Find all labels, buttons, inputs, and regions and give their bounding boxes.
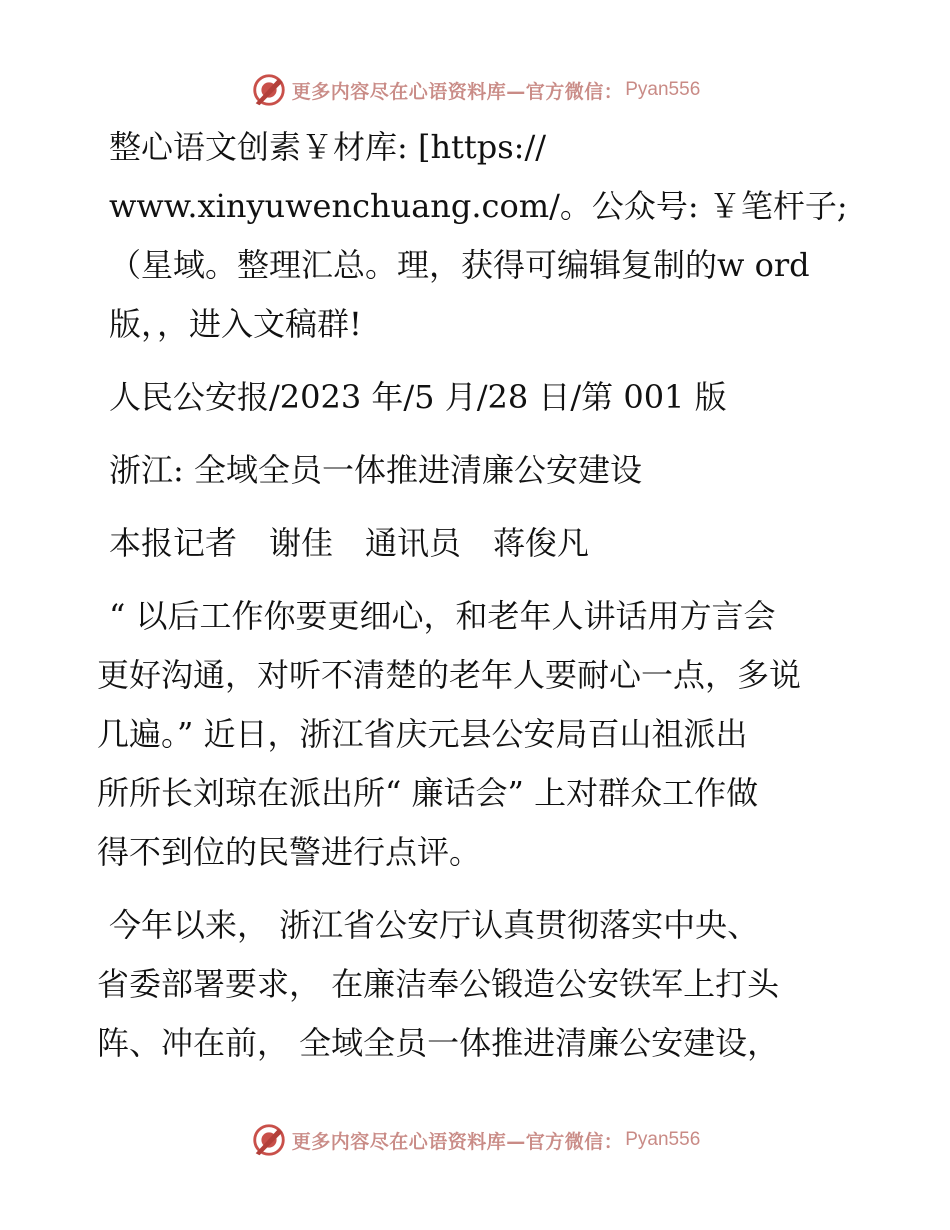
- banner-handle: Pyan556: [625, 1129, 701, 1150]
- promo-paragraph: [97, 118, 857, 354]
- paragraph-line: 今年以来， 浙江省公安厅认真贯彻落实中央、: [109, 906, 760, 944]
- article-title: 浙江: 全域全员一体推进清廉公安建设: [109, 451, 642, 489]
- article-paragraph-1: [97, 587, 857, 882]
- paragraph-line: “ 以后工作你要更细心，和老年人讲话用方言会: [109, 597, 776, 635]
- paragraph-line: 所所长刘琼在派出所“ 廉话会” 上对群众工作做: [97, 774, 759, 812]
- paragraph-line: 得不到位的民警进行点评。: [97, 833, 482, 871]
- banner-text: 更多内容尽在心语资料库—官方微信：: [291, 1130, 624, 1153]
- article-byline: 本报记者 谢佳 通讯员 蒋俊凡: [109, 524, 590, 562]
- footer-banner: [0, 1118, 950, 1162]
- pen-logo-icon: [250, 1121, 288, 1159]
- article-source: 人民公安报/2023 年/5 月/28 日/第 001 版: [109, 378, 727, 416]
- banner-handle: Pyan556: [625, 79, 701, 100]
- paragraph-line: 更好沟通，对听不清楚的老年人要耐心一点，多说: [97, 656, 802, 694]
- promo-line: 版，，进入文稿群!: [109, 305, 362, 343]
- paragraph-line: 省委部署要求， 在廉洁奉公锻造公安铁军上打头: [97, 965, 780, 1003]
- banner-text: 更多内容尽在心语资料库—官方微信：: [291, 80, 624, 103]
- promo-line: www.xinyuwenchuang.com/。公众号: ￥笔杆子;: [109, 187, 848, 225]
- header-banner: [0, 68, 950, 112]
- paragraph-line: 阵、冲在前， 全域全员一体推进清廉公安建设，: [97, 1024, 780, 1062]
- pen-logo-icon: [250, 71, 288, 109]
- promo-line: 整心语文创素￥材库: [https://: [109, 128, 547, 166]
- promo-line: （星域。整理汇总。理，获得可编辑复制的w ord: [109, 246, 810, 284]
- article-paragraph-2: [97, 896, 857, 1073]
- paragraph-line: 几遍。” 近日，浙江省庆元县公安局百山祖派出: [97, 715, 748, 753]
- document-body: [97, 118, 857, 1087]
